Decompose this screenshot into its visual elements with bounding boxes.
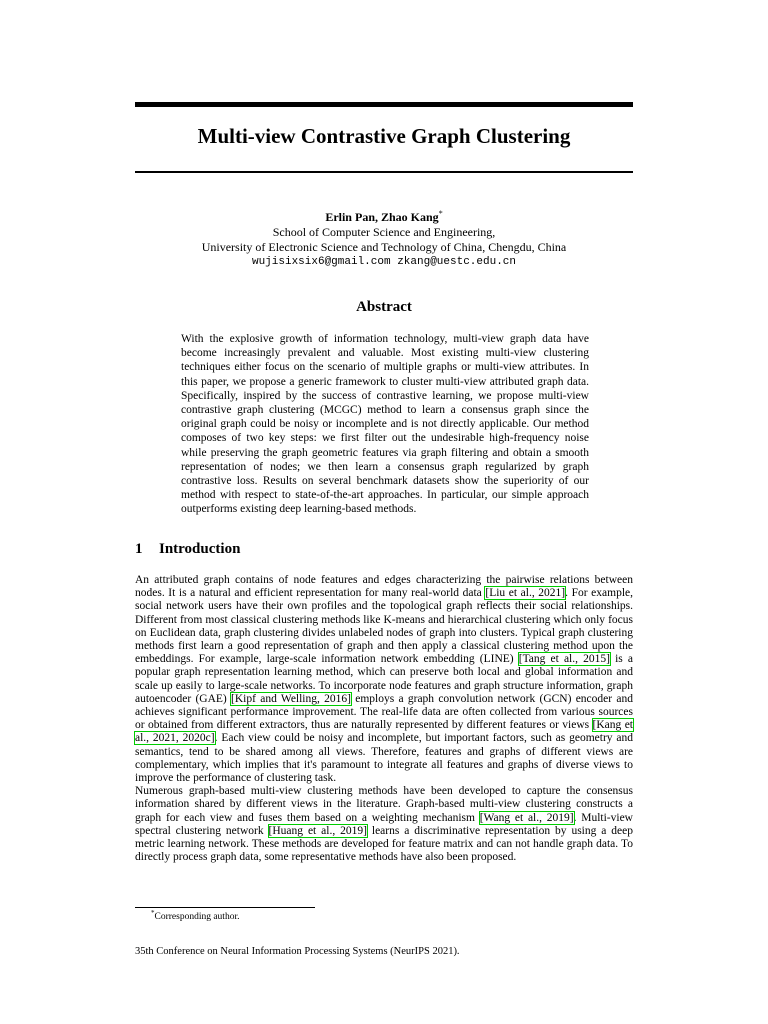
citation-wang-2019[interactable]: [Wang et al., 2019] bbox=[479, 811, 574, 824]
conference-note: 35th Conference on Neural Information Processing Systems (NeurIPS 2021). bbox=[135, 946, 460, 957]
text-run: learns a discriminative representation by using a deep metric learning network. These methods are developed for feature matrix and can not handle graph data. To directly process graph data, some representative methods have also been proposed. bbox=[135, 824, 634, 864]
section-heading-introduction bbox=[135, 541, 240, 558]
paper-title: Multi-view Contrastive Graph Clustering bbox=[197, 124, 571, 148]
author-emails: wujisixsix6@gmail.com zkang@uestc.edu.cn bbox=[251, 256, 517, 268]
citation-kipf-welling-2016[interactable]: [Kipf and Welling, 2016] bbox=[231, 692, 351, 705]
text-run: . Each view could be noisy and incomplete, but important factors, such as geometry and semantics, tend to be shared among all views. Therefore, features and graphs of different views are complementary, which implies that it's paramount to integrate all features and graphs of diverse views to improve the performance of clustering task. bbox=[135, 732, 634, 785]
author-list: Erlin Pan, Zhao Kang bbox=[325, 210, 439, 224]
text-run: Numerous graph-based multi-view clustering methods have been developed to capture the consensus information shared by different views in the literature. Graph-based multi-view clustering constructs a graph for each view and fuses them based on a weighting mechanism bbox=[135, 785, 633, 824]
footnote-mark: * bbox=[151, 909, 155, 917]
corresponding-mark: * bbox=[438, 209, 443, 218]
section-number: 1 bbox=[135, 541, 143, 557]
affiliation-line-1: School of Computer Science and Engineering, bbox=[272, 225, 496, 239]
section-title: Introduction bbox=[159, 541, 241, 557]
author-block bbox=[135, 206, 633, 270]
affiliation-line-2: University of Electronic Science and Technology of China, Chengdu, China bbox=[201, 240, 567, 254]
title-top-rule bbox=[135, 102, 633, 107]
text-run: employs a graph convolution network (GCN) encoder and achieves significant performance improvement. The real-life data are often collected from various sources or obtained from different extractors, thus are naturally represented by different features or views bbox=[135, 692, 633, 732]
citation-huang-2019[interactable]: [Huang et al., 2019] bbox=[268, 824, 367, 837]
text-run: is a popular graph representation learning method, which can preserve both local and global information and scale up easily to large-scale networks. To incorporate node features and graph structure information, graph autoencoder (GAE) bbox=[135, 653, 633, 705]
citation-kang-2021[interactable]: [Kang et al., 2021, 2020c] bbox=[135, 719, 633, 745]
introduction-body bbox=[135, 574, 633, 864]
abstract-text: With the explosive growth of information technology, multi-view graph data have become increasingly prevalent and valuable. Most existing multi-view clustering techniques either focus on the scenario of multiple graphs or multi-view attributes. In this paper, we propose a generic framework to cluster multi-view attributed graph data. Specifically, inspired by the success of contrastive learning, we propose multi-view contrastive graph clustering (MCGC) method to learn a consensus graph since the original graph could be noisy or incomplete and is not directly applicable. Our method composes of two key steps: we first filter out the undesirable high-frequency noise while preserving the graph geometric features via graph filtering and obtain a smooth representation of nodes; we then learn a consensus graph regularized by graph contrastive loss. Results on several benchmark datasets show the superiority of our method with respect to state-of-the-art approaches. In particular, our simple approach outperforms existing deep learning-based methods. bbox=[181, 333, 589, 516]
footnote bbox=[151, 909, 239, 922]
citation-liu-2021[interactable]: [Liu et al., 2021] bbox=[485, 587, 566, 600]
text-run: . For example, social network users have their own profiles and the topological graph reflects their social relationships. Different from most classical clustering methods like K-means and hierarchical clustering which only focus on Euclidean data, graph clustering divides unlabeled nodes of graph into clusters. Typical graph clustering methods first learn a good representation of graph and then apply a classical clustering method upon the embeddings. For example, large-scale information network embedding (LINE) bbox=[135, 587, 634, 666]
author-names bbox=[135, 206, 633, 225]
title-bottom-rule bbox=[135, 171, 633, 173]
abstract-heading: Abstract bbox=[356, 299, 412, 315]
intro-paragraph-1 bbox=[135, 574, 633, 785]
citation-tang-2015[interactable]: [Tang et al., 2015] bbox=[518, 653, 610, 666]
footnote-rule bbox=[135, 907, 315, 908]
intro-paragraph-2 bbox=[135, 785, 633, 864]
text-run: . Multi-view spectral clustering network bbox=[135, 811, 633, 837]
text-run: An attributed graph contains of node features and edges characterizing the pairwise relations between nodes. It is a natural and efficient representation for many real-world data bbox=[135, 574, 633, 600]
footnote-text: Corresponding author. bbox=[154, 912, 240, 923]
